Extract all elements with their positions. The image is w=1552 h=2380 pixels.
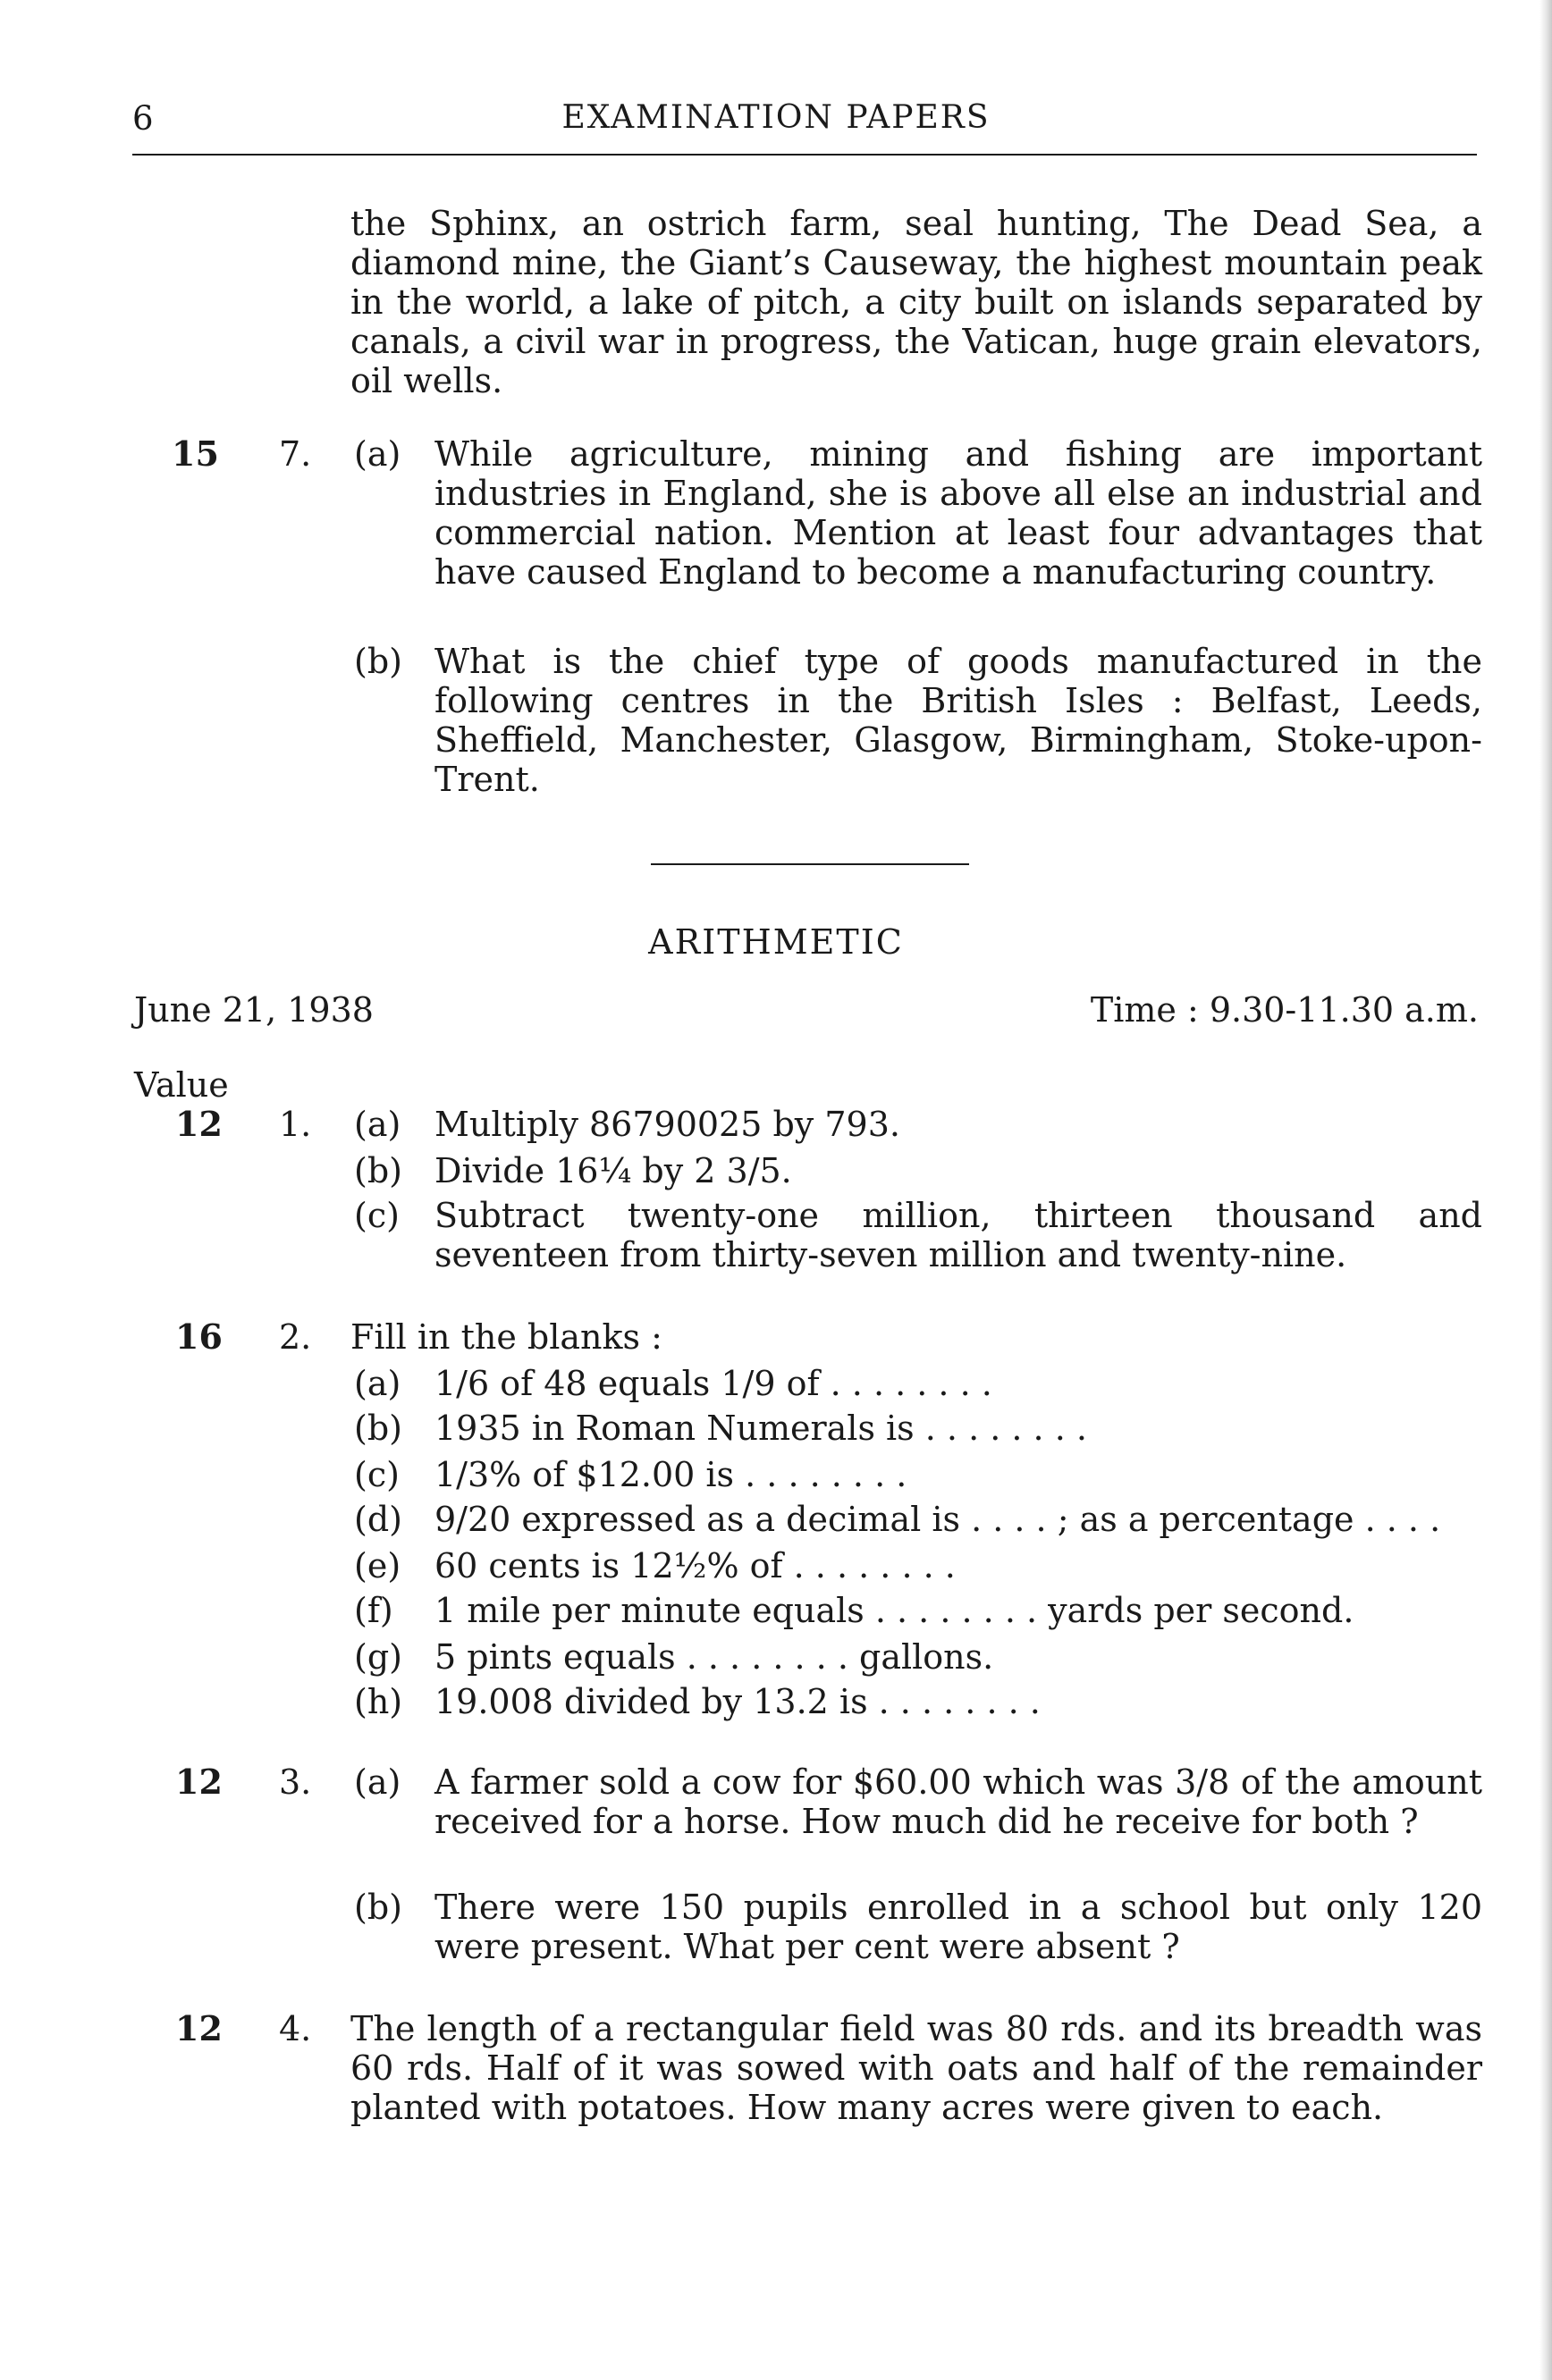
blank-item-label: (h) [354,1682,403,1721]
sub-question-text: Subtract twenty-one million, thirteen thousand and seventeen from thirty-seven million and twenty-nine. [434,1196,1482,1274]
question-value: 12 [175,1104,223,1144]
blank-item-text: 9/20 expressed as a decimal is . . . . ; as a percentage . . . . [434,1500,1441,1539]
blank-item-text: 60 cents is 12½% of . . . . . . . . [434,1546,956,1585]
blank-item-text: 1/6 of 48 equals 1/9 of . . . . . . . . [434,1364,992,1403]
sub-question-label: (c) [354,1196,400,1235]
sub-question-text: A farmer sold a cow for $60.00 which was 3/8 of the amount received for a horse. How much did he receive for both ? [434,1762,1482,1841]
blank-item-text: 5 pints equals . . . . . . . . gallons. [434,1637,994,1677]
blank-item-text: 19.008 divided by 13.2 is . . . . . . . . [434,1682,1041,1721]
scan-edge-shadow [1539,0,1552,2380]
section-title: ARITHMETIC [648,922,904,962]
sub-question-text: There were 150 pupils enrolled in a school but only 120 were present. What per cent were absent ? [434,1888,1482,1966]
sub-question-label: (b) [354,1888,402,1927]
blank-item-label: (e) [354,1546,401,1585]
blank-item-label: (g) [354,1637,402,1677]
sub-question-text: While agriculture, mining and fishing are important industries in England, she is above all else an industrial and commercial nation. Mention at least four advantages that have caused England to become a manufacturing country. [434,434,1482,592]
question-value: 12 [175,2008,223,2048]
question-number: 4. [279,2009,312,2048]
question-value: 16 [175,1316,223,1357]
question-number: 7. [279,434,312,474]
blank-item-text: 1/3% of $12.00 is . . . . . . . . [434,1455,907,1494]
exam-date: June 21, 1938 [134,990,374,1030]
question-number: 3. [279,1762,312,1802]
question-text: The length of a rectangular field was 80 rds. and its breadth was 60 rds. Half of it was sowed with oats and half of the remainder planted with potatoes. How many acres were given to each. [350,2009,1482,2127]
sub-question-text: Multiply 86790025 by 793. [434,1105,900,1144]
blank-item-label: (a) [354,1364,401,1403]
blank-item-label: (c) [354,1455,400,1494]
sub-question-text: What is the chief type of goods manufactured in the following centres in the British Isles : Belfast, Leeds, Sheffield, Manchester, Glasgow, Birmingham, Stoke-upon-Trent. [434,642,1482,799]
running-header-title: EXAMINATION PAPERS [561,99,991,136]
sub-question-text: Divide 16¼ by 2 3/5. [434,1151,792,1190]
question-intro: Fill in the blanks : [350,1317,662,1357]
blank-item-text: 1 mile per minute equals . . . . . . . . yards per second. [434,1591,1354,1630]
question-number: 1. [279,1105,312,1144]
question-number: 2. [279,1317,312,1357]
sub-question-label: (a) [354,1105,401,1144]
header-rule [132,154,1477,156]
sub-question-label: (b) [354,1151,402,1190]
exam-time: Time : 9.30-11.30 a.m. [1090,990,1479,1030]
sub-question-label: (a) [354,434,401,474]
question-value: 12 [175,1762,223,1802]
blank-item-label: (b) [354,1409,402,1448]
section-divider [651,863,969,865]
blank-item-text: 1935 in Roman Numerals is . . . . . . . . [434,1409,1087,1448]
continued-paragraph: the Sphinx, an ostrich farm, seal hunting, The Dead Sea, a diamond mine, the Giant’s Causeway, the highest mountain peak in the world, a lake of pitch, a city built on islands separated by canals, a civil war in progress, the Vatican, huge grain elevators, oil wells. [350,204,1482,400]
page-number: 6 [132,99,154,138]
blank-item-label: (d) [354,1500,402,1539]
blank-item-label: (f) [354,1591,393,1630]
sub-question-label: (a) [354,1762,401,1802]
value-column-heading: Value [134,1065,229,1105]
sub-question-label: (b) [354,642,402,681]
question-value: 15 [172,433,219,474]
